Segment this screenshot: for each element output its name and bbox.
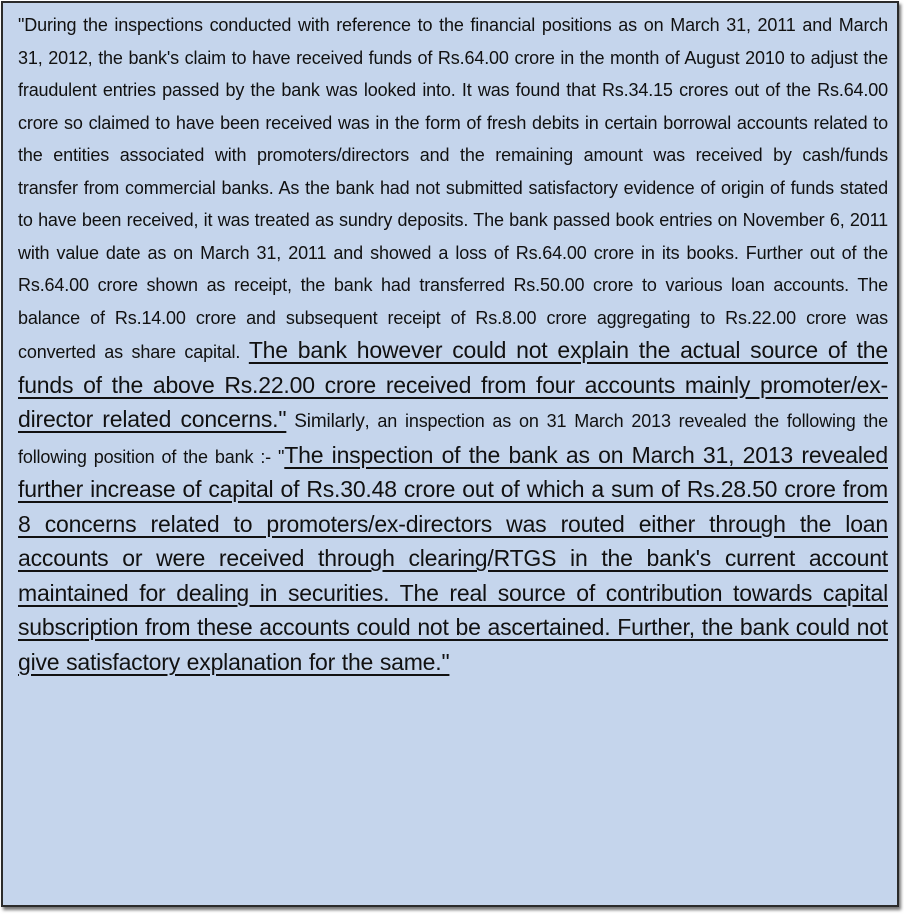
quote-highlight-2: The inspection of the bank as on March 31, 2013 revealed further increase of capital of Rs.30.48 crore out of which a sum of Rs.28.50 crore from 8 concerns related to promoters/ex-directors was routed either through the loan accounts or were received through clearing/RTGS in the bank's current account maintained for dealing in securities. The real source of contribution towards capital subscription from these accounts could not be ascertained. Further, the bank could not give satisfactory explanation for the same." (18, 441, 888, 675)
quote-highlight-1: The bank however could not explain the actual source of the funds of the above Rs.22.00 crore received from four accounts mainly promoter/ex-director related concerns." (18, 337, 888, 432)
similarly-text: Similarly (294, 411, 365, 432)
quote-text-part1: "During the inspections conducted with reference to the financial positions as on March 31, 2011 and March 31, 2012, the bank's claim to have received funds of Rs.64.00 crore in the month of August 2010 to adjust the fraudulent entries passed by the bank was looked into. It was found that Rs.34.15 crores out of the Rs.64.00 crore so claimed to have been received was in the form of fresh debits in certain borrowal accounts related to the entities associated with promoters/directors and the remaining amount was received by cash/funds transfer from commercial banks. As the bank had not submitted satisfactory evidence of origin of funds stated to have been received, it was treated as sundry deposits. The bank passed book entries on November 6, 2011 with value date as on March 31, 2011 and showed a loss of Rs.64.00 crore in its books. Further out of the Rs.64.00 crore shown as receipt, the bank had transferred Rs.50.00 crore to various loan accounts. The balance of Rs.14.00 crore and subsequent receipt of Rs.8.00 crore aggregating to Rs.22.00 crore was converted as share capital. (18, 15, 888, 362)
quote-box (1, 1, 899, 907)
quote-text-part2: , an inspection as on 31 March 2013 revealed the following the following position of the bank :- " (18, 411, 889, 467)
quote-paragraph (18, 9, 888, 680)
